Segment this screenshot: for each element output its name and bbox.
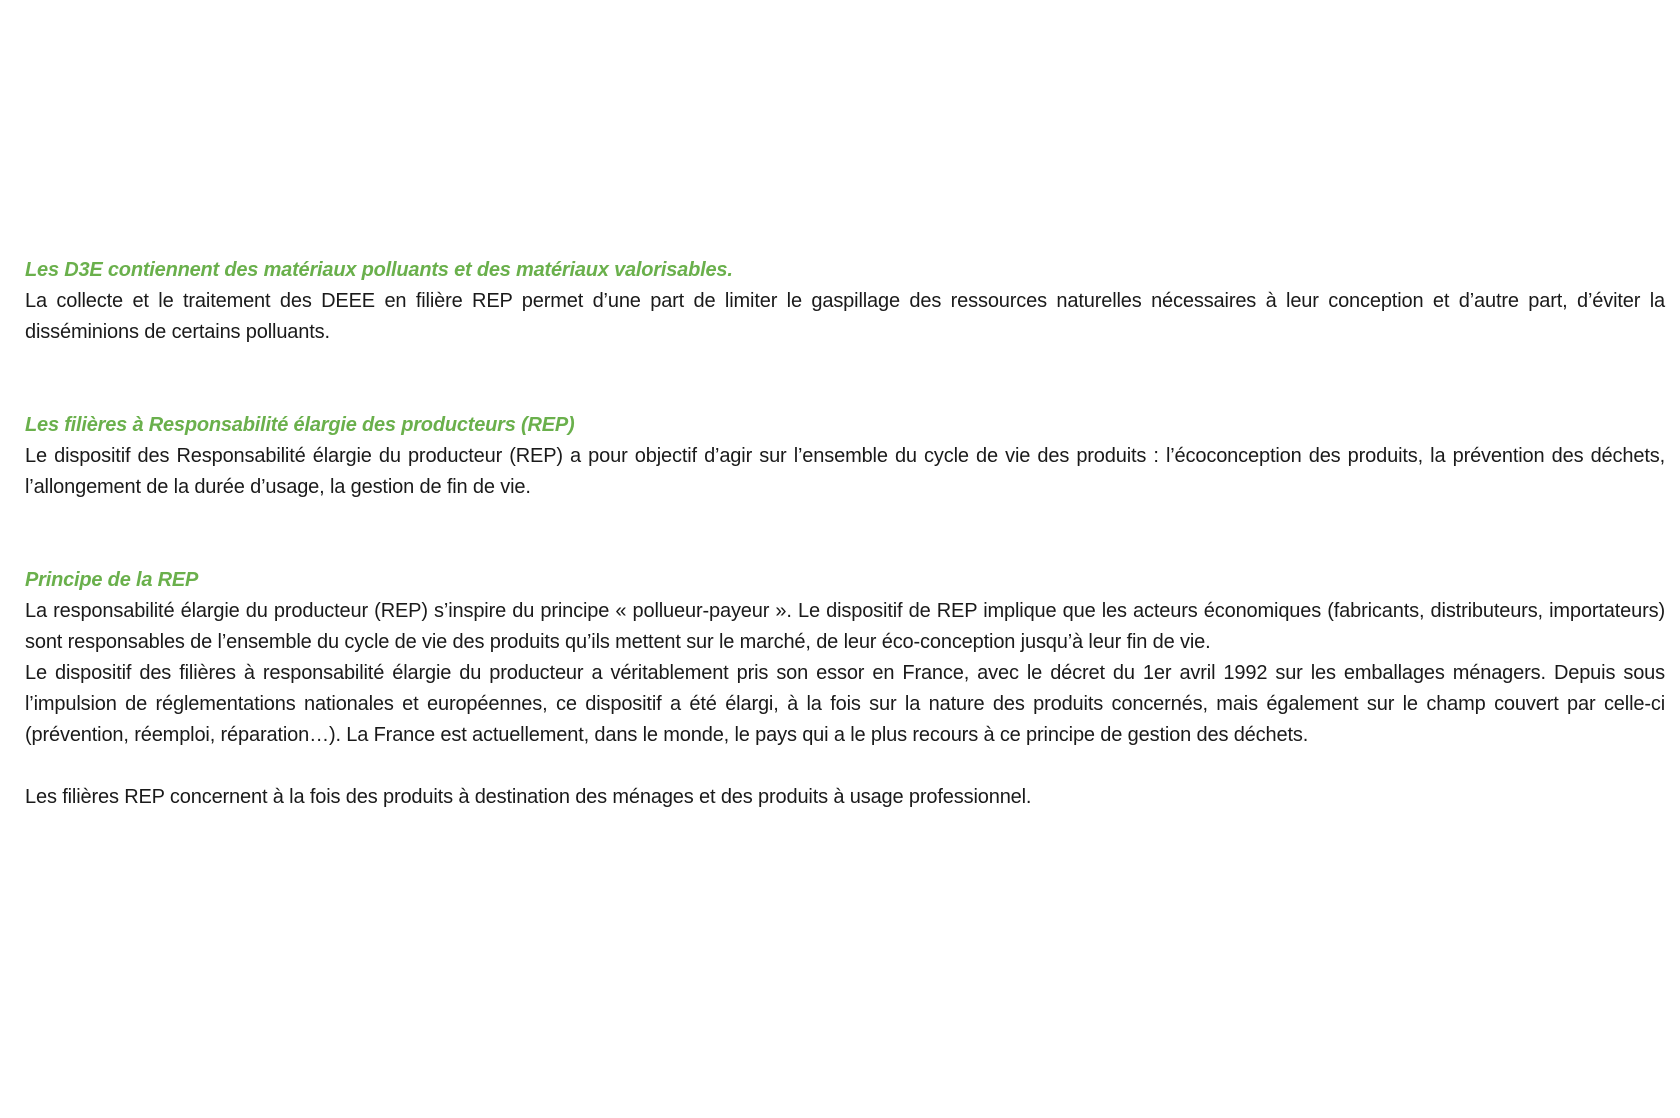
section-d3e xyxy=(25,255,1665,348)
section-paragraph: Le dispositif des filières à responsabilité élargie du producteur a véritablement pris son essor en France, avec le décret du 1er avril 1992 sur les emballages ménagers. Depuis sous l’impulsion de réglementations nationales et européennes, ce dispositif a été élargi, à la fois sur la nature des produits concernés, mais également sur le champ couvert par celle-ci (prévention, réemploi, réparation…). La France est actuellement, dans le monde, le pays qui a le plus recours à ce principe de gestion des déchets. xyxy=(25,662,1665,746)
document-body xyxy=(25,255,1665,813)
section-paragraph: Le dispositif des Responsabilité élargie du producteur (REP) a pour objectif d’agir sur l’ensemble du cycle de vie des produits : l’écoconception des produits, la prévention des déchets, l’allongement de la durée d’usage, la gestion de fin de vie. xyxy=(25,445,1665,498)
section-heading: Les D3E contiennent des matériaux polluants et des matériaux valorisables. xyxy=(25,259,733,281)
section-heading: Les filières à Responsabilité élargie des producteurs (REP) xyxy=(25,414,575,436)
section-paragraph: La responsabilité élargie du producteur (REP) s’inspire du principe « pollueur-payeur ». Le dispositif de REP implique que les acteurs économiques (fabricants, distributeurs, importateurs) sont responsables de l’ensemble du cycle de vie des produits qu’ils mettent sur le marché, de leur éco-conception jusqu’à leur fin de vie. xyxy=(25,600,1665,653)
section-paragraph: Les filières REP concernent à la fois des produits à destination des ménages et des produits à usage professionnel. xyxy=(25,786,1032,808)
paragraph-spacer xyxy=(25,751,1665,782)
section-rep-filieres xyxy=(25,410,1665,503)
section-paragraph: La collecte et le traitement des DEEE en filière REP permet d’une part de limiter le gaspillage des ressources naturelles nécessaires à leur conception et d’autre part, d’éviter la disséminions de certains polluants. xyxy=(25,290,1665,343)
section-heading: Principe de la REP xyxy=(25,569,199,591)
section-principe-rep xyxy=(25,565,1665,813)
